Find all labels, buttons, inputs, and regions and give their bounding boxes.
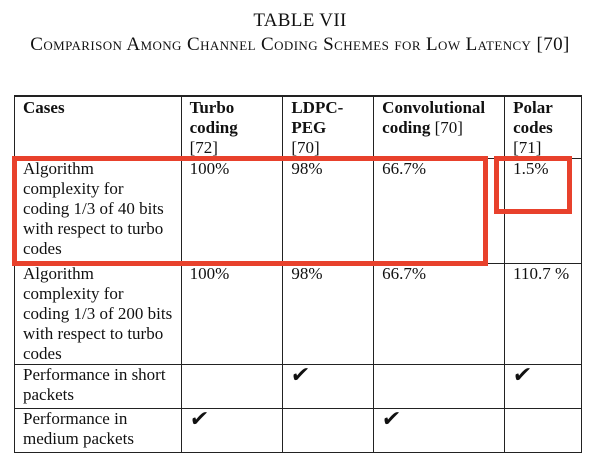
cell-polar: 110.7 % [505, 264, 582, 365]
highlight-box-polar-cell [494, 156, 572, 214]
table-number: TABLE VII [253, 10, 347, 31]
cell-polar: 1.5% [505, 159, 582, 264]
cell-case: Algorithm complexity for coding 1/3 of 200 bits with respect to turbo codes [15, 264, 182, 365]
header-ldpc-peg: LDPC- PEG [70] [283, 96, 374, 159]
cell-conv: 66.7% [374, 159, 505, 264]
cell-case: Performance in medium packets [15, 409, 182, 453]
cell-conv [374, 365, 505, 409]
cell-conv [374, 406, 505, 453]
cell-polar [505, 362, 582, 409]
header-row [15, 96, 582, 159]
cell-case: Algorithm complexity for coding 1/3 of 40 bits with respect to turbo codes [15, 159, 182, 264]
cell-turbo: 100% [181, 264, 283, 365]
checkmark-icon: ✔ [380, 406, 403, 431]
table-caption: Comparison Among Channel Coding Schemes for Low Latency [70] [30, 34, 570, 55]
header-turbo-coding: Turbo coding [72] [181, 96, 283, 159]
table-row [15, 409, 582, 453]
header-cases: Cases [15, 96, 182, 159]
header-convolutional-coding: Convolutional coding [70] [374, 96, 505, 159]
cell-conv: 66.7% [374, 264, 505, 365]
cell-turbo [181, 406, 283, 453]
cell-ldpc: 98% [283, 159, 374, 264]
table-row [15, 264, 582, 365]
table-row [15, 365, 582, 409]
cell-ldpc: 98% [283, 264, 374, 365]
comparison-table [14, 95, 582, 453]
cell-turbo [181, 365, 283, 409]
cell-turbo: 100% [181, 159, 283, 264]
cell-ldpc [283, 362, 374, 409]
checkmark-icon: ✔ [289, 362, 312, 387]
highlight-box-first-row [12, 156, 488, 266]
checkmark-icon: ✔ [511, 362, 534, 387]
cell-polar [505, 409, 582, 453]
cell-case: Performance in short packets [15, 365, 182, 409]
cell-ldpc [283, 409, 374, 453]
checkmark-icon: ✔ [187, 406, 210, 431]
header-polar-codes: Polar codes [71] [505, 96, 582, 159]
